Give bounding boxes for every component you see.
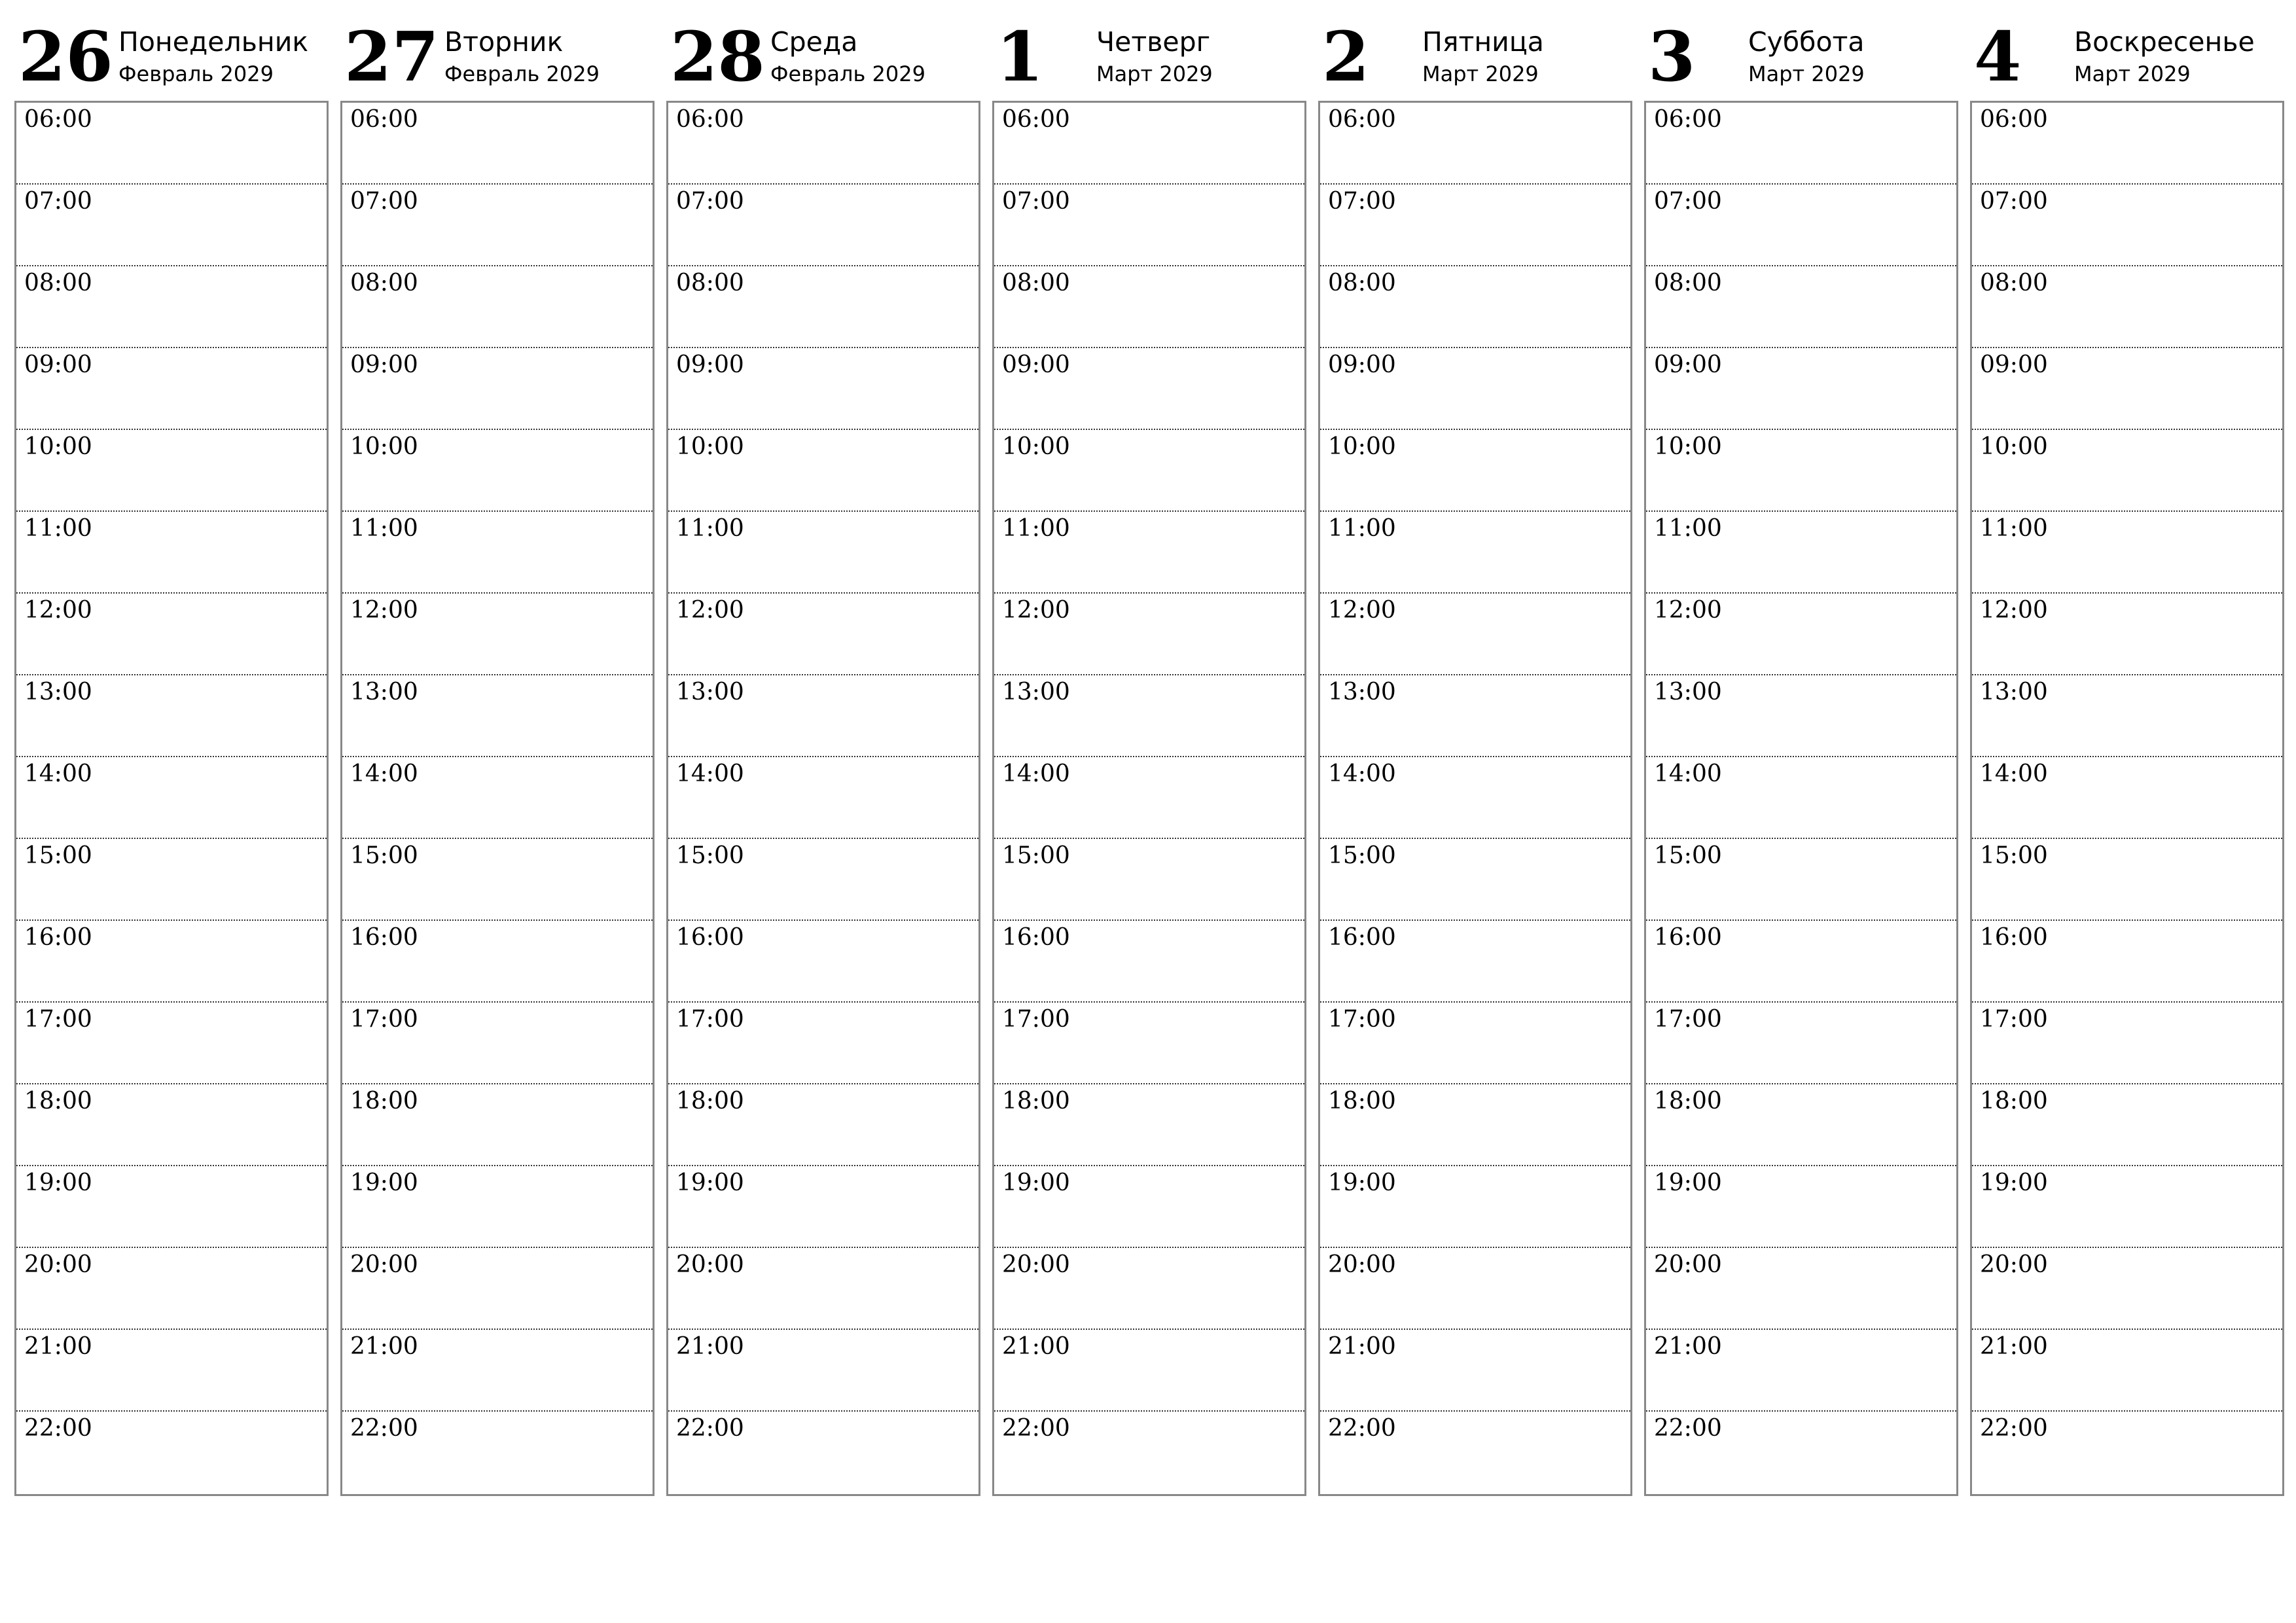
time-label: 09:00 — [1980, 351, 2048, 378]
time-label: 22:00 — [676, 1415, 744, 1442]
time-label: 13:00 — [1002, 679, 1070, 705]
time-slot[interactable] — [16, 512, 327, 594]
time-label: 12:00 — [1002, 597, 1070, 624]
time-slot[interactable] — [668, 839, 978, 921]
time-slot[interactable] — [994, 512, 1304, 594]
time-label: 16:00 — [1328, 924, 1396, 951]
time-label: 12:00 — [1328, 597, 1396, 624]
time-slot[interactable] — [16, 757, 327, 839]
time-label: 15:00 — [1654, 842, 1722, 869]
time-label: 18:00 — [1328, 1088, 1396, 1115]
time-label: 16:00 — [24, 924, 92, 951]
time-label: 17:00 — [676, 1006, 744, 1033]
time-slot[interactable] — [994, 1330, 1304, 1412]
time-label: 16:00 — [676, 924, 744, 951]
weekly-planner — [14, 0, 2289, 1505]
time-slot[interactable] — [668, 1330, 978, 1412]
time-label: 13:00 — [350, 679, 418, 705]
weekday-name: Среда — [770, 26, 858, 58]
time-slot[interactable] — [668, 1412, 978, 1493]
time-slot[interactable] — [1972, 839, 2282, 921]
time-slot[interactable] — [668, 921, 978, 1003]
month-year-label: Март 2029 — [1748, 62, 1865, 86]
time-slot[interactable] — [1972, 594, 2282, 675]
day-header — [992, 0, 1304, 101]
time-slot[interactable] — [994, 839, 1304, 921]
time-slot[interactable] — [1972, 921, 2282, 1003]
day-header — [1644, 0, 1956, 101]
time-label: 06:00 — [1654, 106, 1722, 133]
time-label: 15:00 — [1980, 842, 2048, 869]
weekday-name: Вторник — [444, 26, 564, 58]
time-slot[interactable] — [1646, 1412, 1956, 1493]
time-slot[interactable] — [1320, 1166, 1630, 1248]
time-label: 10:00 — [1002, 433, 1070, 460]
month-year-label: Февраль 2029 — [118, 62, 274, 86]
time-label: 16:00 — [350, 924, 418, 951]
time-label: 08:00 — [1002, 270, 1070, 296]
time-label: 09:00 — [1328, 351, 1396, 378]
time-slot[interactable] — [1320, 675, 1630, 757]
time-slot[interactable] — [16, 430, 327, 512]
time-label: 20:00 — [1654, 1251, 1722, 1278]
weekday-name: Воскресенье — [2074, 26, 2255, 58]
weekday-name: Суббота — [1748, 26, 1865, 58]
time-label: 11:00 — [1002, 515, 1070, 542]
time-label: 20:00 — [676, 1251, 744, 1278]
time-label: 07:00 — [1980, 188, 2048, 215]
day-number: 26 — [18, 16, 113, 97]
time-slot[interactable] — [1646, 266, 1956, 348]
time-slot[interactable] — [1646, 512, 1956, 594]
time-label: 10:00 — [676, 433, 744, 460]
weekday-name: Четверг — [1096, 26, 1211, 58]
time-label: 20:00 — [1328, 1251, 1396, 1278]
time-label: 14:00 — [1654, 760, 1722, 787]
time-label: 21:00 — [676, 1333, 744, 1360]
time-label: 11:00 — [1328, 515, 1396, 542]
day-column — [340, 0, 652, 1505]
time-label: 08:00 — [350, 270, 418, 296]
time-label: 07:00 — [24, 188, 92, 215]
time-label: 18:00 — [1002, 1088, 1070, 1115]
time-slot[interactable] — [1320, 1248, 1630, 1330]
time-label: 17:00 — [350, 1006, 418, 1033]
time-slot[interactable] — [668, 430, 978, 512]
time-slot[interactable] — [16, 1003, 327, 1084]
month-year-label: Март 2029 — [1096, 62, 1213, 86]
time-slot[interactable] — [1320, 1330, 1630, 1412]
time-label: 19:00 — [1654, 1169, 1722, 1196]
time-label: 07:00 — [676, 188, 744, 215]
time-slot[interactable] — [994, 675, 1304, 757]
time-label: 13:00 — [1654, 679, 1722, 705]
time-slot[interactable] — [16, 839, 327, 921]
time-slot[interactable] — [994, 1084, 1304, 1166]
time-slot[interactable] — [16, 921, 327, 1003]
day-number: 28 — [670, 16, 765, 97]
time-label: 15:00 — [676, 842, 744, 869]
time-slot[interactable] — [16, 1166, 327, 1248]
time-slot[interactable] — [342, 1412, 653, 1493]
time-slot[interactable] — [342, 1330, 653, 1412]
time-label: 08:00 — [1328, 270, 1396, 296]
month-year-label: Март 2029 — [1422, 62, 1539, 86]
time-label: 19:00 — [350, 1169, 418, 1196]
time-label: 20:00 — [24, 1251, 92, 1278]
time-label: 11:00 — [24, 515, 92, 542]
time-label: 07:00 — [350, 188, 418, 215]
time-label: 12:00 — [1980, 597, 2048, 624]
time-slot[interactable] — [342, 1084, 653, 1166]
time-slot[interactable] — [668, 594, 978, 675]
weekday-name: Пятница — [1422, 26, 1544, 58]
time-label: 09:00 — [676, 351, 744, 378]
time-slot[interactable] — [1320, 594, 1630, 675]
time-label: 14:00 — [1980, 760, 2048, 787]
time-label: 09:00 — [24, 351, 92, 378]
time-slot[interactable] — [1320, 512, 1630, 594]
day-column — [666, 0, 978, 1505]
time-label: 16:00 — [1980, 924, 2048, 951]
time-slot[interactable] — [1646, 757, 1956, 839]
month-year-label: Март 2029 — [2074, 62, 2191, 86]
day-schedule-box — [1970, 101, 2284, 1496]
time-slot[interactable] — [342, 1248, 653, 1330]
time-label: 21:00 — [1328, 1333, 1396, 1360]
month-year-label: Февраль 2029 — [770, 62, 925, 86]
time-slot[interactable] — [668, 1248, 978, 1330]
time-slot[interactable] — [16, 185, 327, 266]
time-label: 14:00 — [676, 760, 744, 787]
time-label: 22:00 — [1328, 1415, 1396, 1442]
day-schedule-box — [14, 101, 329, 1496]
time-slot[interactable] — [668, 103, 978, 185]
time-slot[interactable] — [994, 266, 1304, 348]
time-label: 18:00 — [350, 1088, 418, 1115]
time-slot[interactable] — [994, 430, 1304, 512]
time-label: 15:00 — [350, 842, 418, 869]
time-label: 19:00 — [1002, 1169, 1070, 1196]
time-slot[interactable] — [1320, 103, 1630, 185]
time-label: 18:00 — [24, 1088, 92, 1115]
time-label: 06:00 — [24, 106, 92, 133]
time-slot[interactable] — [1646, 839, 1956, 921]
time-slot[interactable] — [16, 1412, 327, 1493]
month-year-label: Февраль 2029 — [444, 62, 600, 86]
time-label: 15:00 — [24, 842, 92, 869]
time-slot[interactable] — [16, 348, 327, 430]
time-slot[interactable] — [668, 1166, 978, 1248]
day-number: 3 — [1648, 16, 1696, 97]
time-slot[interactable] — [342, 185, 653, 266]
time-label: 12:00 — [1654, 597, 1722, 624]
time-label: 18:00 — [1654, 1088, 1722, 1115]
time-slot[interactable] — [16, 675, 327, 757]
time-slot[interactable] — [1320, 266, 1630, 348]
day-column — [992, 0, 1304, 1505]
day-schedule-box — [666, 101, 980, 1496]
day-number: 4 — [1974, 16, 2022, 97]
time-label: 08:00 — [1654, 270, 1722, 296]
time-slot[interactable] — [1320, 1412, 1630, 1493]
time-slot[interactable] — [16, 266, 327, 348]
time-label: 15:00 — [1002, 842, 1070, 869]
time-label: 09:00 — [1002, 351, 1070, 378]
time-slot[interactable] — [668, 512, 978, 594]
time-label: 10:00 — [24, 433, 92, 460]
time-slot[interactable] — [342, 1166, 653, 1248]
time-label: 07:00 — [1654, 188, 1722, 215]
time-label: 11:00 — [350, 515, 418, 542]
time-slot[interactable] — [342, 839, 653, 921]
time-slot[interactable] — [1972, 1166, 2282, 1248]
time-label: 10:00 — [1328, 433, 1396, 460]
day-column — [1318, 0, 1630, 1505]
time-slot[interactable] — [1972, 430, 2282, 512]
time-label: 06:00 — [1980, 106, 2048, 133]
time-slot[interactable] — [342, 594, 653, 675]
day-number: 27 — [344, 16, 439, 97]
time-label: 13:00 — [1980, 679, 2048, 705]
time-label: 18:00 — [1980, 1088, 2048, 1115]
time-slot[interactable] — [668, 348, 978, 430]
time-label: 06:00 — [1002, 106, 1070, 133]
time-label: 14:00 — [24, 760, 92, 787]
time-slot[interactable] — [668, 185, 978, 266]
day-schedule-box — [1644, 101, 1958, 1496]
time-slot[interactable] — [1972, 1084, 2282, 1166]
time-slot[interactable] — [1646, 675, 1956, 757]
time-label: 20:00 — [350, 1251, 418, 1278]
time-slot[interactable] — [342, 512, 653, 594]
time-slot[interactable] — [342, 266, 653, 348]
time-slot[interactable] — [1972, 1248, 2282, 1330]
time-slot[interactable] — [16, 103, 327, 185]
time-slot[interactable] — [1972, 757, 2282, 839]
time-slot[interactable] — [1320, 430, 1630, 512]
time-label: 14:00 — [1002, 760, 1070, 787]
day-number: 1 — [996, 16, 1044, 97]
time-label: 22:00 — [24, 1415, 92, 1442]
time-slot[interactable] — [342, 103, 653, 185]
time-slot[interactable] — [1972, 675, 2282, 757]
time-slot[interactable] — [994, 103, 1304, 185]
time-label: 19:00 — [1980, 1169, 2048, 1196]
time-slot[interactable] — [1972, 1330, 2282, 1412]
time-label: 22:00 — [1980, 1415, 2048, 1442]
time-label: 12:00 — [24, 597, 92, 624]
time-slot[interactable] — [1972, 185, 2282, 266]
time-label: 08:00 — [676, 270, 744, 296]
time-label: 21:00 — [1002, 1333, 1070, 1360]
time-slot[interactable] — [342, 757, 653, 839]
day-column — [14, 0, 326, 1505]
time-slot[interactable] — [668, 757, 978, 839]
time-slot[interactable] — [16, 594, 327, 675]
time-slot[interactable] — [342, 1003, 653, 1084]
day-schedule-box — [340, 101, 655, 1496]
day-header — [666, 0, 978, 101]
time-label: 21:00 — [24, 1333, 92, 1360]
time-label: 11:00 — [676, 515, 744, 542]
time-slot[interactable] — [1646, 103, 1956, 185]
time-slot[interactable] — [994, 594, 1304, 675]
time-label: 07:00 — [1328, 188, 1396, 215]
time-slot[interactable] — [342, 348, 653, 430]
time-slot[interactable] — [1646, 348, 1956, 430]
time-label: 16:00 — [1654, 924, 1722, 951]
time-slot[interactable] — [668, 1084, 978, 1166]
time-slot[interactable] — [342, 675, 653, 757]
time-slot[interactable] — [994, 1412, 1304, 1493]
time-label: 20:00 — [1980, 1251, 2048, 1278]
time-slot[interactable] — [1646, 185, 1956, 266]
time-label: 07:00 — [1002, 188, 1070, 215]
time-slot[interactable] — [994, 757, 1304, 839]
time-label: 13:00 — [1328, 679, 1396, 705]
time-slot[interactable] — [1320, 839, 1630, 921]
time-slot[interactable] — [1320, 1003, 1630, 1084]
time-slot[interactable] — [16, 1330, 327, 1412]
time-slot[interactable] — [668, 266, 978, 348]
time-slot[interactable] — [1646, 1330, 1956, 1412]
time-label: 12:00 — [350, 597, 418, 624]
time-label: 17:00 — [1654, 1006, 1722, 1033]
time-label: 11:00 — [1654, 515, 1722, 542]
time-label: 17:00 — [1980, 1006, 2048, 1033]
time-slot[interactable] — [994, 185, 1304, 266]
time-slot[interactable] — [994, 1248, 1304, 1330]
time-label: 22:00 — [1002, 1415, 1070, 1442]
time-slot[interactable] — [16, 1248, 327, 1330]
time-slot[interactable] — [342, 430, 653, 512]
time-slot[interactable] — [994, 1166, 1304, 1248]
time-label: 17:00 — [1328, 1006, 1396, 1033]
day-header — [340, 0, 652, 101]
time-label: 18:00 — [676, 1088, 744, 1115]
day-number: 2 — [1322, 16, 1370, 97]
time-slot[interactable] — [1972, 348, 2282, 430]
time-slot[interactable] — [342, 921, 653, 1003]
time-label: 17:00 — [24, 1006, 92, 1033]
time-label: 19:00 — [1328, 1169, 1396, 1196]
time-slot[interactable] — [994, 1003, 1304, 1084]
time-label: 08:00 — [1980, 270, 2048, 296]
time-slot[interactable] — [1646, 430, 1956, 512]
day-schedule-box — [992, 101, 1306, 1496]
time-label: 12:00 — [676, 597, 744, 624]
time-label: 10:00 — [1654, 433, 1722, 460]
time-label: 10:00 — [350, 433, 418, 460]
time-slot[interactable] — [994, 921, 1304, 1003]
time-label: 14:00 — [1328, 760, 1396, 787]
day-column — [1970, 0, 2282, 1505]
time-slot[interactable] — [1646, 921, 1956, 1003]
time-slot[interactable] — [1646, 1166, 1956, 1248]
weekday-name: Понедельник — [118, 26, 309, 58]
time-label: 06:00 — [676, 106, 744, 133]
time-label: 16:00 — [1002, 924, 1070, 951]
time-label: 10:00 — [1980, 433, 2048, 460]
time-slot[interactable] — [1646, 1248, 1956, 1330]
time-slot[interactable] — [668, 1003, 978, 1084]
time-label: 14:00 — [350, 760, 418, 787]
time-label: 17:00 — [1002, 1006, 1070, 1033]
time-label: 13:00 — [676, 679, 744, 705]
time-slot[interactable] — [994, 348, 1304, 430]
time-slot[interactable] — [1972, 1003, 2282, 1084]
time-label: 06:00 — [1328, 106, 1396, 133]
time-label: 19:00 — [676, 1169, 744, 1196]
time-slot[interactable] — [1320, 185, 1630, 266]
time-slot[interactable] — [668, 675, 978, 757]
day-column — [1644, 0, 1956, 1505]
time-label: 11:00 — [1980, 515, 2048, 542]
time-slot[interactable] — [16, 1084, 327, 1166]
day-header — [1970, 0, 2282, 101]
time-label: 13:00 — [24, 679, 92, 705]
day-schedule-box — [1318, 101, 1632, 1496]
time-label: 21:00 — [1980, 1333, 2048, 1360]
day-header — [14, 0, 326, 101]
time-slot[interactable] — [1320, 921, 1630, 1003]
time-slot[interactable] — [1972, 512, 2282, 594]
time-label: 08:00 — [24, 270, 92, 296]
time-label: 22:00 — [1654, 1415, 1722, 1442]
time-label: 06:00 — [350, 106, 418, 133]
time-label: 09:00 — [350, 351, 418, 378]
time-label: 09:00 — [1654, 351, 1722, 378]
time-label: 19:00 — [24, 1169, 92, 1196]
time-label: 22:00 — [350, 1415, 418, 1442]
time-label: 15:00 — [1328, 842, 1396, 869]
day-header — [1318, 0, 1630, 101]
time-label: 21:00 — [350, 1333, 418, 1360]
time-slot[interactable] — [1972, 103, 2282, 185]
time-slot[interactable] — [1972, 1412, 2282, 1493]
time-slot[interactable] — [1320, 757, 1630, 839]
time-slot[interactable] — [1320, 1084, 1630, 1166]
time-slot[interactable] — [1646, 1003, 1956, 1084]
time-label: 20:00 — [1002, 1251, 1070, 1278]
time-slot[interactable] — [1320, 348, 1630, 430]
time-slot[interactable] — [1646, 1084, 1956, 1166]
time-slot[interactable] — [1972, 266, 2282, 348]
time-label: 21:00 — [1654, 1333, 1722, 1360]
time-slot[interactable] — [1646, 594, 1956, 675]
